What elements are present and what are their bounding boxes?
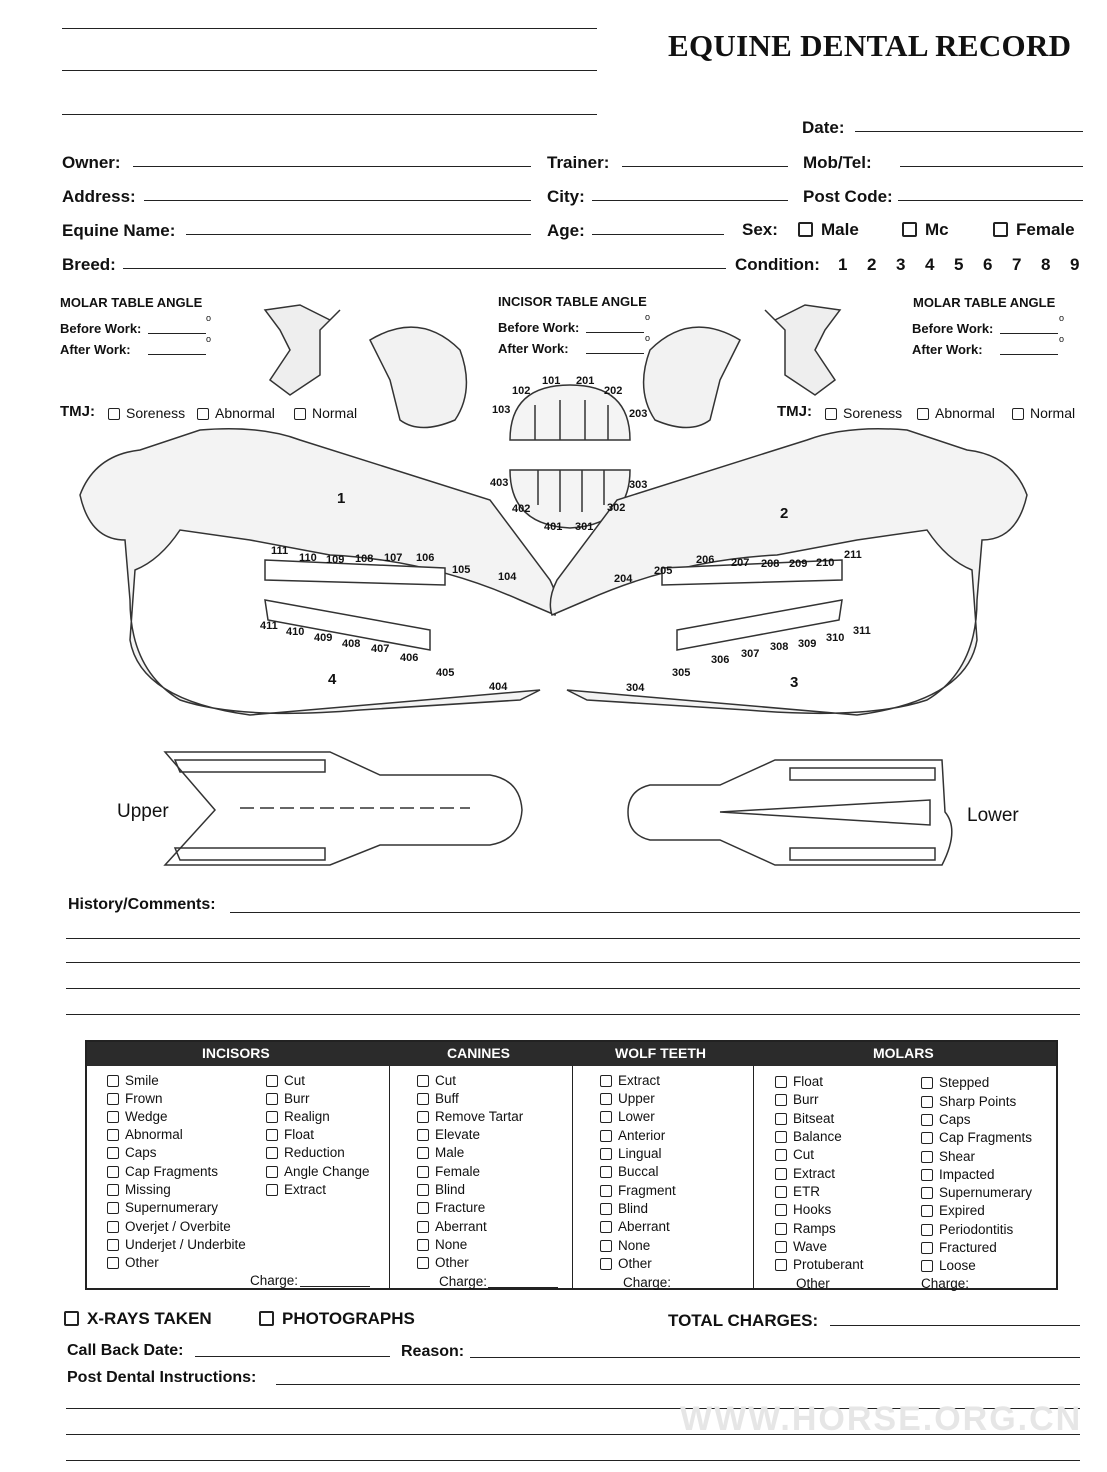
tooth-303[interactable]: 303 — [629, 479, 648, 491]
incisor-angle-title: INCISOR TABLE ANGLE — [498, 294, 647, 309]
history-line-3[interactable] — [66, 962, 1080, 963]
checkbox[interactable] — [107, 1147, 119, 1159]
checkbox[interactable] — [600, 1111, 612, 1123]
checkbox[interactable] — [266, 1075, 278, 1087]
checkbox[interactable] — [64, 1311, 79, 1326]
tooth-111[interactable]: 111 — [271, 545, 289, 557]
wolf-teeth-option[interactable]: Lower — [600, 1109, 655, 1124]
tooth-409[interactable]: 409 — [314, 632, 333, 644]
tooth-410[interactable]: 410 — [286, 626, 305, 638]
checkbox[interactable] — [107, 1075, 119, 1087]
checkbox[interactable] — [417, 1221, 429, 1233]
tmj-abnormal-left[interactable]: Abnormal — [197, 405, 275, 421]
after-work-label-left: After Work: — [60, 342, 131, 357]
tooth-302[interactable]: 302 — [607, 502, 626, 514]
tooth-311[interactable]: 311 — [853, 625, 871, 637]
upper-jaw-label: Upper — [117, 801, 169, 822]
tooth-304[interactable]: 304 — [626, 682, 645, 694]
incisor-option[interactable]: Cap Fragments — [107, 1164, 218, 1179]
tooth-305[interactable]: 305 — [672, 667, 691, 679]
checkbox[interactable] — [107, 1257, 119, 1269]
age-label: Age: — [547, 221, 585, 240]
incisor-procedure-option[interactable]: Burr — [266, 1091, 310, 1106]
checkbox[interactable] — [775, 1168, 787, 1180]
tooth-204[interactable]: 204 — [614, 573, 633, 585]
wolf-teeth-option[interactable]: Fragment — [600, 1183, 676, 1198]
quadrant-3-label: 3 — [790, 674, 799, 691]
sex-option-male[interactable]: Male — [798, 220, 859, 240]
checkbox[interactable] — [921, 1242, 933, 1254]
tooth-201[interactable]: 201 — [576, 375, 595, 387]
condition-5[interactable]: 5 — [954, 255, 964, 274]
history-line-5[interactable] — [66, 1014, 1080, 1015]
column-divider — [389, 1066, 390, 1288]
after-work-label-right: After Work: — [912, 342, 983, 357]
sex-label: Sex: — [742, 220, 778, 239]
molar-option[interactable]: Burr — [775, 1092, 819, 1107]
tooth-203[interactable]: 203 — [629, 408, 648, 420]
photographs-option[interactable]: PHOTOGRAPHS — [259, 1309, 415, 1329]
tmj-normal-left[interactable]: Normal — [294, 405, 357, 421]
checkbox[interactable] — [775, 1094, 787, 1106]
canine-option[interactable]: None — [417, 1237, 467, 1252]
checkbox[interactable] — [417, 1257, 429, 1269]
xrays-taken-option[interactable]: X-RAYS TAKEN — [64, 1309, 212, 1329]
degree-symbol: o — [645, 333, 651, 343]
molar-condition-option[interactable]: Caps — [921, 1112, 971, 1127]
incisor-option[interactable]: Other — [107, 1255, 159, 1270]
checkbox[interactable] — [775, 1259, 787, 1271]
checkbox[interactable] — [266, 1166, 278, 1178]
checkbox[interactable] — [417, 1093, 429, 1105]
checkbox[interactable] — [107, 1111, 119, 1123]
reason-label: Reason: — [401, 1343, 465, 1360]
wolf-teeth-option[interactable]: Anterior — [600, 1128, 665, 1143]
tooth-401[interactable]: 401 — [544, 521, 563, 533]
molar-option[interactable]: Float — [775, 1074, 823, 1089]
wolf-teeth-option[interactable]: Other — [600, 1256, 652, 1271]
tooth-102[interactable]: 102 — [512, 385, 531, 397]
tooth-207[interactable]: 207 — [731, 557, 750, 569]
checkbox[interactable] — [259, 1311, 274, 1326]
tooth-108[interactable]: 108 — [355, 553, 374, 565]
quadrant-1-label: 1 — [337, 490, 346, 507]
wolf-teeth-option[interactable]: Upper — [600, 1091, 655, 1106]
canine-option[interactable]: Aberrant — [417, 1219, 487, 1234]
tooth-101[interactable]: 101 — [542, 375, 561, 387]
checkbox[interactable] — [775, 1149, 787, 1161]
tooth-103[interactable]: 103 — [492, 404, 511, 416]
tooth-411[interactable]: 411 — [260, 620, 278, 632]
trainer-label: Trainer: — [547, 153, 610, 172]
checkbox[interactable] — [600, 1240, 612, 1252]
molar-condition-option[interactable]: Expired — [921, 1203, 985, 1218]
incisor-procedure-option[interactable]: Float — [266, 1127, 314, 1142]
canine-option[interactable]: Fracture — [417, 1200, 485, 1215]
tooth-403[interactable]: 403 — [490, 477, 509, 489]
condition-3[interactable]: 3 — [896, 255, 906, 274]
tooth-309[interactable]: 309 — [798, 638, 817, 650]
molar-option[interactable]: Protuberant — [775, 1257, 864, 1272]
checkbox[interactable] — [417, 1184, 429, 1196]
tooth-209[interactable]: 209 — [789, 558, 808, 570]
molar-option[interactable]: Extract — [775, 1166, 835, 1181]
degree-symbol: o — [206, 334, 212, 344]
before-work-label-incisor: Before Work: — [498, 320, 580, 335]
tmj-soreness-right[interactable]: Soreness — [825, 405, 902, 421]
checkbox[interactable] — [600, 1221, 612, 1233]
incisors-charge-field[interactable] — [300, 1286, 370, 1287]
postcode-label: Post Code: — [803, 187, 893, 206]
form-title: EQUINE DENTAL RECORD — [668, 28, 1072, 63]
tooth-301[interactable]: 301 — [575, 521, 594, 533]
checkbox[interactable] — [417, 1129, 429, 1141]
molar-option[interactable]: Balance — [775, 1129, 842, 1144]
tooth-208[interactable]: 208 — [761, 558, 780, 570]
checkbox[interactable] — [600, 1075, 612, 1087]
tmj-label-left: TMJ: — [60, 403, 95, 420]
sex-option-female[interactable]: Female — [993, 220, 1075, 240]
incisor-procedure-option[interactable]: Angle Change — [266, 1164, 370, 1179]
tmj-normal-right[interactable]: Normal — [1012, 405, 1075, 421]
molar-condition-option[interactable]: Supernumerary — [921, 1185, 1032, 1200]
checkbox[interactable] — [266, 1147, 278, 1159]
tooth-109[interactable]: 109 — [326, 554, 345, 566]
molars-charge-field[interactable] — [970, 1289, 1040, 1290]
date-label: Date: — [802, 118, 845, 137]
owner-label: Owner: — [62, 153, 121, 172]
incisor-option[interactable]: Overjet / Overbite — [107, 1219, 231, 1234]
degree-symbol: o — [1059, 334, 1065, 344]
condition-2[interactable]: 2 — [867, 255, 877, 274]
wolf-teeth-option[interactable]: Extract — [600, 1073, 660, 1088]
checkbox[interactable] — [417, 1147, 429, 1159]
molar-option[interactable]: Hooks — [775, 1202, 831, 1217]
instructions-line-1[interactable] — [276, 1384, 1080, 1385]
checkbox[interactable] — [775, 1131, 787, 1143]
tooth-202[interactable]: 202 — [604, 385, 623, 397]
checkbox[interactable] — [266, 1184, 278, 1196]
address-label: Address: — [62, 187, 136, 206]
watermark: WWW.HORSE.ORG.CN — [680, 1400, 1083, 1438]
molar-condition-option[interactable]: Fractured — [921, 1240, 997, 1255]
checkbox[interactable] — [107, 1129, 119, 1141]
molar-condition-option[interactable]: Impacted — [921, 1167, 995, 1182]
canine-option[interactable]: Other — [417, 1255, 469, 1270]
canine-option[interactable]: Elevate — [417, 1127, 480, 1142]
canines-charge-field[interactable] — [488, 1287, 558, 1288]
wolf-teeth-option[interactable]: Lingual — [600, 1146, 662, 1161]
incisor-procedure-option[interactable]: Extract — [266, 1182, 326, 1197]
checkbox[interactable] — [417, 1239, 429, 1251]
molar-option-other[interactable]: Other — [796, 1276, 830, 1291]
molar-condition-option[interactable]: Loose — [921, 1258, 976, 1273]
molar-condition-option[interactable]: Periodontitis — [921, 1222, 1013, 1237]
checkbox[interactable] — [775, 1204, 787, 1216]
checkbox[interactable] — [921, 1260, 933, 1272]
tooth-206[interactable]: 206 — [696, 554, 715, 566]
wolf-teeth-option[interactable]: Buccal — [600, 1164, 659, 1179]
incisor-procedure-option[interactable]: Reduction — [266, 1145, 345, 1160]
incisor-option[interactable]: Wedge — [107, 1109, 168, 1124]
checkbox[interactable] — [921, 1169, 933, 1181]
tmj-soreness-left[interactable]: Soreness — [108, 405, 185, 421]
molar-condition-option[interactable]: Cap Fragments — [921, 1130, 1032, 1145]
wolf-charge-field[interactable] — [672, 1288, 742, 1289]
history-line-1[interactable] — [230, 912, 1080, 913]
checkbox[interactable] — [600, 1130, 612, 1142]
tooth-110[interactable]: 110 — [299, 552, 317, 564]
checkbox[interactable] — [107, 1184, 119, 1196]
canine-option[interactable]: Male — [417, 1145, 464, 1160]
canines-header: CANINES — [447, 1045, 511, 1061]
checkbox[interactable] — [417, 1202, 429, 1214]
checkbox[interactable] — [921, 1224, 933, 1236]
tooth-307[interactable]: 307 — [741, 648, 760, 660]
checkbox[interactable] — [107, 1202, 119, 1214]
checkbox[interactable] — [921, 1077, 933, 1089]
checkbox[interactable] — [775, 1241, 787, 1253]
checkbox[interactable] — [921, 1114, 933, 1126]
tooth-408[interactable]: 408 — [342, 638, 361, 650]
tooth-407[interactable]: 407 — [371, 643, 390, 655]
total-charges-label: TOTAL CHARGES: — [668, 1311, 819, 1330]
tmj-abnormal-right[interactable]: Abnormal — [917, 405, 995, 421]
wolf-teeth-option[interactable]: None — [600, 1238, 650, 1253]
procedures-table — [85, 1040, 1058, 1290]
molars-charge-label: Charge: — [921, 1276, 970, 1291]
incisor-option[interactable]: Smile — [107, 1073, 159, 1088]
quadrant-4-label: 4 — [328, 671, 337, 688]
checkbox[interactable] — [107, 1221, 119, 1233]
history-line-4[interactable] — [66, 988, 1080, 989]
condition-4[interactable]: 4 — [925, 255, 935, 274]
tooth-104[interactable]: 104 — [498, 571, 517, 583]
tooth-106[interactable]: 106 — [416, 552, 435, 564]
tooth-210[interactable]: 210 — [816, 557, 835, 569]
incisor-option[interactable]: Caps — [107, 1145, 157, 1160]
incisors-header: INCISORS — [202, 1045, 270, 1061]
degree-symbol: o — [1059, 313, 1065, 323]
condition-8[interactable]: 8 — [1041, 255, 1051, 274]
incisor-procedure-option[interactable]: Cut — [266, 1073, 305, 1088]
column-divider — [753, 1066, 754, 1288]
call-back-date-field[interactable] — [195, 1356, 390, 1357]
checkbox[interactable] — [921, 1151, 933, 1163]
checkbox[interactable] — [417, 1166, 429, 1178]
total-charges-field[interactable] — [830, 1325, 1080, 1326]
tooth-310[interactable]: 310 — [826, 632, 845, 644]
equine-name-label: Equine Name: — [62, 221, 176, 240]
checkbox[interactable] — [600, 1148, 612, 1160]
tooth-308[interactable]: 308 — [770, 641, 789, 653]
instructions-line-4[interactable] — [66, 1460, 1080, 1461]
checkbox[interactable] — [600, 1203, 612, 1215]
checkbox[interactable] — [775, 1186, 787, 1198]
molars-header: MOLARS — [873, 1045, 934, 1061]
condition-7[interactable]: 7 — [1012, 255, 1022, 274]
mob-label: Mob/Tel: — [803, 153, 872, 172]
checkbox[interactable] — [107, 1166, 119, 1178]
before-work-label-left: Before Work: — [60, 321, 142, 336]
call-back-date-label: Call Back Date: — [67, 1342, 184, 1359]
degree-symbol: o — [206, 313, 212, 323]
wolf-teeth-option[interactable]: Blind — [600, 1201, 648, 1216]
sex-option-mc[interactable]: Mc — [902, 220, 949, 240]
column-divider — [572, 1066, 573, 1288]
checkbox[interactable] — [417, 1111, 429, 1123]
wolf-teeth-option[interactable]: Aberrant — [600, 1219, 670, 1234]
post-dental-instructions-label: Post Dental Instructions: — [67, 1369, 257, 1386]
after-work-label-incisor: After Work: — [498, 341, 569, 356]
molar-condition-option[interactable]: Sharp Points — [921, 1094, 1016, 1109]
checkbox[interactable] — [775, 1076, 787, 1088]
tooth-405[interactable]: 405 — [436, 667, 455, 679]
molar-option[interactable]: Bitseat — [775, 1111, 834, 1126]
condition-label: Condition: — [735, 255, 820, 274]
checkbox[interactable] — [600, 1166, 612, 1178]
molar-condition-option[interactable]: Shear — [921, 1149, 975, 1164]
checkbox[interactable] — [600, 1093, 612, 1105]
tooth-402[interactable]: 402 — [512, 503, 531, 515]
reason-field[interactable] — [470, 1357, 1080, 1358]
checkbox[interactable] — [417, 1075, 429, 1087]
molar-option[interactable]: Cut — [775, 1147, 814, 1162]
incisor-option[interactable]: Frown — [107, 1091, 163, 1106]
wolf-charge-label: Charge: — [623, 1275, 672, 1290]
city-label: City: — [547, 187, 585, 206]
canines-charge-label: Charge: — [439, 1274, 488, 1289]
incisors-charge-label: Charge: — [250, 1273, 299, 1288]
incisor-option[interactable]: Abnormal — [107, 1127, 183, 1142]
tooth-404[interactable]: 404 — [489, 681, 508, 693]
condition-1[interactable]: 1 — [838, 255, 848, 274]
condition-6[interactable]: 6 — [983, 255, 993, 274]
checkbox[interactable] — [775, 1223, 787, 1235]
canine-option[interactable]: Buff — [417, 1091, 459, 1106]
before-work-label-right: Before Work: — [912, 321, 994, 336]
checkbox[interactable] — [921, 1187, 933, 1199]
molar-condition-option[interactable]: Stepped — [921, 1075, 989, 1090]
checkbox[interactable] — [600, 1185, 612, 1197]
canine-option[interactable]: Blind — [417, 1182, 465, 1197]
checkbox[interactable] — [921, 1205, 933, 1217]
history-label: History/Comments: — [68, 896, 216, 913]
canine-option[interactable]: Remove Tartar — [417, 1109, 523, 1124]
condition-9[interactable]: 9 — [1070, 255, 1080, 274]
checkbox[interactable] — [600, 1258, 612, 1270]
checkbox[interactable] — [266, 1093, 278, 1105]
wolf-teeth-header: WOLF TEETH — [615, 1045, 706, 1061]
checkbox[interactable] — [107, 1239, 119, 1251]
incisor-option[interactable]: Supernumerary — [107, 1200, 218, 1215]
molar-option[interactable]: Wave — [775, 1239, 827, 1254]
breed-label: Breed: — [62, 255, 116, 274]
tooth-306[interactable]: 306 — [711, 654, 730, 666]
tooth-205[interactable]: 205 — [654, 565, 673, 577]
checkbox[interactable] — [921, 1096, 933, 1108]
checkbox[interactable] — [107, 1093, 119, 1105]
checkbox[interactable] — [775, 1113, 787, 1125]
lower-jaw-label: Lower — [967, 805, 1019, 826]
molar-angle-title-left: MOLAR TABLE ANGLE — [60, 295, 203, 310]
history-line-2[interactable] — [66, 938, 1080, 939]
incisor-procedure-option[interactable]: Realign — [266, 1109, 330, 1124]
tooth-211[interactable]: 211 — [844, 549, 862, 561]
incisor-option[interactable]: Underjet / Underbite — [107, 1237, 246, 1252]
tooth-107[interactable]: 107 — [384, 552, 403, 564]
checkbox[interactable] — [266, 1111, 278, 1123]
checkbox[interactable] — [266, 1129, 278, 1141]
molar-option[interactable]: Ramps — [775, 1221, 836, 1236]
tmj-label-right: TMJ: — [777, 403, 812, 420]
quadrant-2-label: 2 — [780, 505, 789, 522]
incisor-option[interactable]: Missing — [107, 1182, 171, 1197]
molar-option[interactable]: ETR — [775, 1184, 820, 1199]
degree-symbol: o — [645, 312, 651, 322]
molar-angle-title-right: MOLAR TABLE ANGLE — [913, 295, 1056, 310]
canine-option[interactable]: Cut — [417, 1073, 456, 1088]
checkbox[interactable] — [921, 1132, 933, 1144]
tooth-105[interactable]: 105 — [452, 564, 471, 576]
tooth-406[interactable]: 406 — [400, 652, 419, 664]
canine-option[interactable]: Female — [417, 1164, 480, 1179]
